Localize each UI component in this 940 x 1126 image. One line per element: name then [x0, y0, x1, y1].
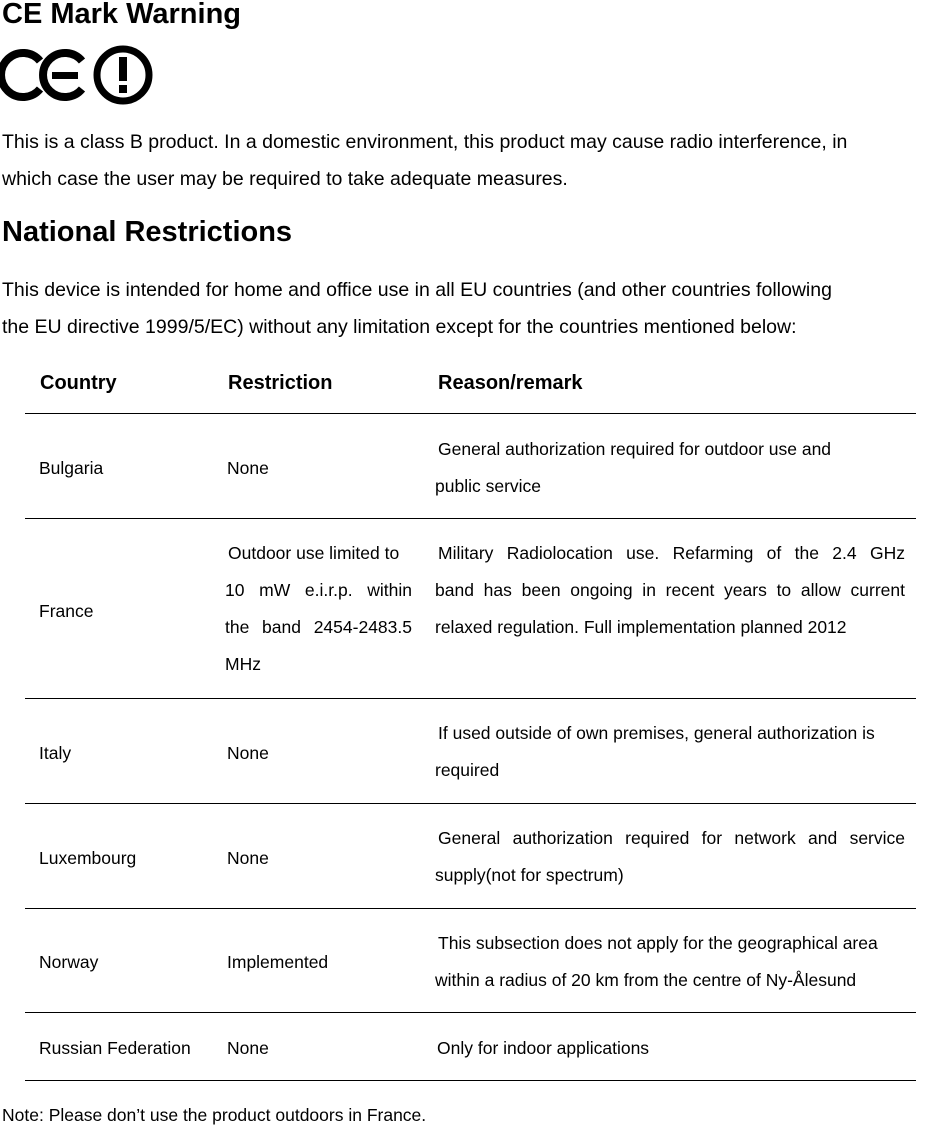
country-cell: Luxembourg	[39, 848, 137, 868]
page-title: CE Mark Warning	[2, 0, 242, 30]
restriction-line: 10 mW e.i.r.p. within	[225, 580, 412, 600]
paragraph-line: This device is intended for home and office use in all EU countries (and other countries following	[2, 279, 832, 301]
restriction-cell: None	[227, 458, 269, 478]
header-restriction: Restriction	[228, 372, 333, 394]
reason-line: General authorization required for network and service	[438, 828, 905, 848]
reason-cell	[435, 715, 905, 789]
reason-cell	[435, 820, 905, 894]
country-cell: Russian Federation	[39, 1038, 191, 1058]
reason-cell	[435, 535, 905, 646]
national-restrictions-heading: National Restrictions	[2, 216, 293, 248]
restriction-cell: None	[227, 743, 269, 763]
paragraph-line: which case the user may be required to take adequate measures.	[2, 168, 568, 190]
intended-use-paragraph	[2, 272, 940, 346]
table-divider	[25, 908, 916, 909]
country-cell: Norway	[39, 952, 99, 972]
restriction-line: the band 2454-2483.5	[225, 617, 412, 637]
reason-line: supply(not for spectrum)	[435, 865, 624, 885]
restriction-cell: Implemented	[227, 952, 329, 972]
reason-line: relaxed regulation. Full implementation planned 2012	[435, 617, 847, 637]
reason-line: public service	[435, 476, 542, 496]
ce-mark-logo	[0, 44, 156, 106]
table-divider	[25, 413, 916, 414]
restriction-line: MHz	[225, 654, 261, 674]
header-country: Country	[40, 372, 117, 394]
reason-line: band has been ongoing in recent years to allow current	[435, 580, 905, 600]
paragraph-line: the EU directive 1999/5/EC) without any limitation except for the countries mentioned below:	[2, 316, 797, 338]
reason-line: If used outside of own premises, general authorization is	[438, 723, 875, 743]
country-cell: Bulgaria	[39, 458, 104, 478]
restriction-cell: None	[227, 848, 269, 868]
reason-cell	[435, 431, 905, 505]
alert-circle-icon	[97, 49, 149, 101]
reason-cell: Only for indoor applications	[437, 1038, 650, 1058]
reason-line: This subsection does not apply for the geographical area	[438, 933, 878, 953]
table-divider	[25, 1012, 916, 1013]
table-divider	[25, 518, 916, 519]
country-cell: France	[39, 601, 94, 621]
table-divider	[25, 1080, 916, 1081]
header-reason: Reason/remark	[438, 372, 583, 394]
paragraph-line: This is a class B product. In a domestic environment, this product may cause radio interference, in	[2, 131, 848, 153]
reason-cell	[435, 925, 905, 999]
reason-line: Military Radiolocation use. Refarming of the 2.4 GHz	[438, 543, 905, 563]
table-divider	[25, 803, 916, 804]
class-b-paragraph	[2, 124, 940, 198]
reason-line: General authorization required for outdoor use and	[438, 439, 832, 459]
restriction-cell: None	[227, 1038, 269, 1058]
reason-line: required	[435, 760, 500, 780]
table-divider	[25, 698, 916, 699]
restriction-line: Outdoor use limited to	[228, 543, 400, 563]
note-text: Note: Please don’t use the product outdoors in France.	[2, 1105, 427, 1125]
reason-line: within a radius of 20 km from the centre of Ny-Ålesund	[435, 970, 857, 990]
restriction-cell	[225, 535, 412, 683]
country-cell: Italy	[39, 743, 72, 763]
